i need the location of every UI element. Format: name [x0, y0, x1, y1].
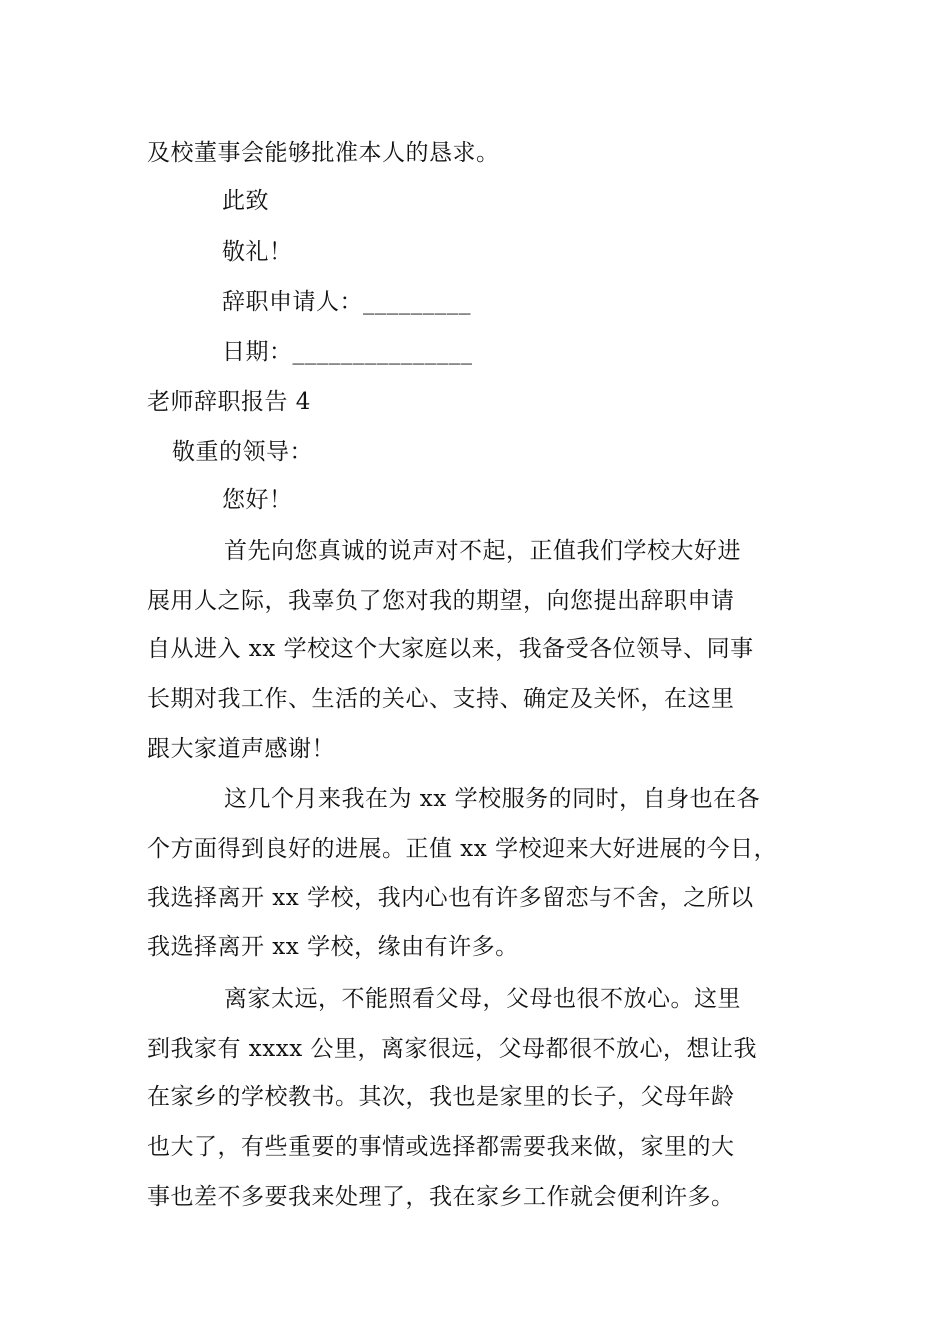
greeting: 敬重的领导： — [172, 439, 313, 465]
paragraph-line: 长期对我工作、生活的关心、支持、确定及关怀，在这里 — [147, 686, 735, 712]
paragraph-line: 我选择离开 xx 学校，缘由有许多。 — [147, 934, 519, 960]
date-line: 日期：_______________ — [222, 339, 473, 365]
closing-line: 及校董事会能够批准本人的恳求。 — [147, 140, 500, 166]
paragraph-line: 自从进入 xx 学校这个大家庭以来，我备受各位领导、同事 — [147, 636, 754, 662]
paragraph-line: 事也差不多要我来处理了，我在家乡工作就会便利许多。 — [147, 1184, 735, 1210]
section-title: 老师辞职报告 4 — [147, 389, 311, 415]
paragraph-line: 这几个月来我在为 xx 学校服务的同时，自身也在各 — [224, 786, 761, 812]
paragraph-line: 也大了，有些重要的事情或选择都需要我来做，家里的大 — [147, 1134, 735, 1160]
paragraph-line: 个方面得到良好的进展。正值 xx 学校迎来大好进展的今日， — [147, 836, 778, 862]
salutation: 此致 — [222, 188, 269, 214]
paragraph-line: 到我家有 xxxx 公里，离家很远，父母都很不放心，想让我 — [147, 1036, 758, 1062]
paragraph-line: 展用人之际，我辜负了您对我的期望，向您提出辞职申请 — [147, 588, 735, 614]
paragraph-line: 我选择离开 xx 学校，我内心也有许多留恋与不舍，之所以 — [147, 885, 754, 911]
paragraph-line: 在家乡的学校教书。其次，我也是家里的长子，父母年龄 — [147, 1084, 735, 1110]
paragraph-line: 首先向您真诚的说声对不起，正值我们学校大好进 — [224, 538, 741, 564]
applicant-signature-line: 辞职申请人：_________ — [222, 289, 471, 315]
hello-line: 您好！ — [222, 487, 293, 513]
respect-line: 敬礼！ — [222, 239, 293, 265]
paragraph-line: 跟大家道声感谢！ — [147, 736, 335, 762]
paragraph-line: 离家太远，不能照看父母，父母也很不放心。这里 — [224, 986, 741, 1012]
